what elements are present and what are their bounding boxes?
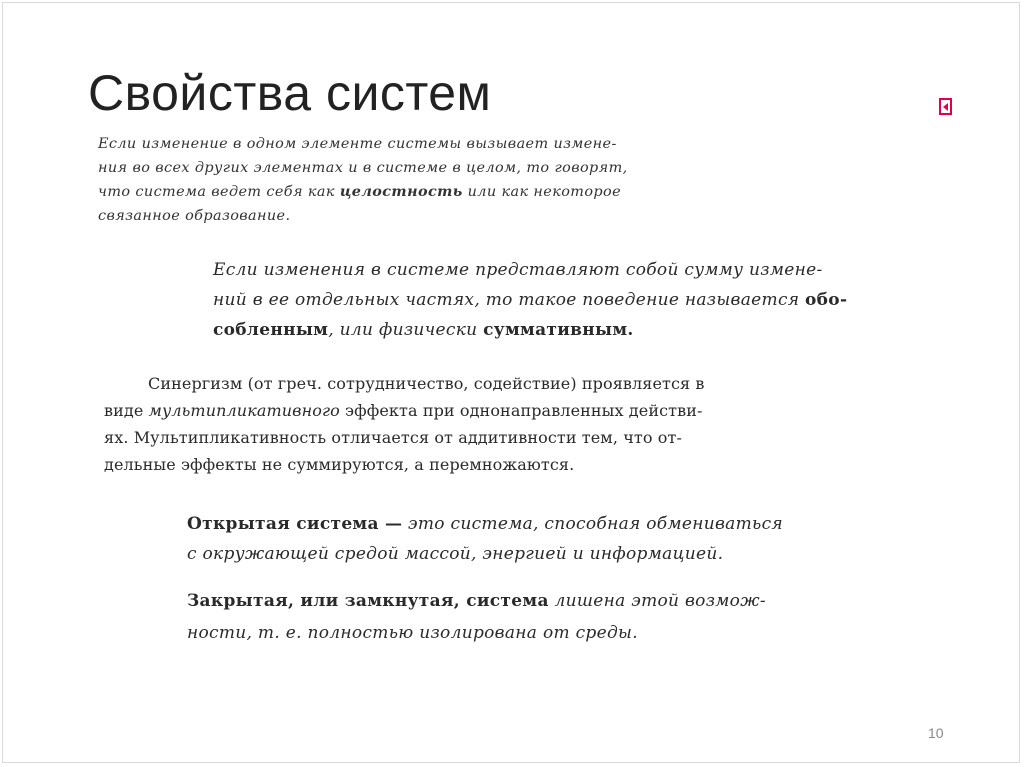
text-line [98,180,628,204]
text-segment: , или физически [328,320,484,340]
text-segment: виде [104,401,149,420]
text-segment: ний в ее отдельных частях, то такое поведение называется [213,290,806,310]
text-line: связанное образование. [98,208,291,224]
term-integrity: целостность [339,183,463,200]
text-line: ния во всех других элементах и в системе в целом, то говорят, [98,160,628,176]
text-line: Синергизм (от греч. сотрудничество, содействие) проявляется в [148,374,705,393]
text-line [213,315,847,345]
term-isolated-cont: собленным [213,320,329,340]
slide-back-icon[interactable] [939,98,952,115]
term-closed-system: Закрытая, или замкнутая, система [187,591,549,611]
text-line: ях. Мультипликативность отличается от аддитивности тем, что от- [104,428,682,447]
text-line: дельные эффекты не суммируются, а перемножаются. [104,455,575,474]
text-line: ности, т. е. полностью изолирована от среды. [187,623,638,643]
text-segment: эффекта при однонаправленных действи- [339,401,703,420]
slide-title: Свойства систем [88,65,492,121]
text-segment: или как некоторое [462,184,621,200]
term-open-system: Открытая система — [187,514,403,534]
text-line: Если изменения в системе представляют собой сумму измене- [213,260,823,280]
paragraph-isolated [213,255,847,345]
text-segment: лишена этой возмож- [548,591,766,611]
term-multiplicative: мультипликативного [148,401,340,420]
term-summative: суммативным. [483,320,634,340]
text-segment: что система ведет себя как [98,184,340,200]
paragraph-closed-system [187,585,766,649]
paragraph-open-system [187,509,783,569]
text-line: с окружающей средой массой, энергией и информацией. [187,544,724,564]
text-line [104,397,705,424]
text-line: Если изменение в одном элементе системы вызывает измене- [98,136,617,152]
text-segment: это система, способная обмениваться [402,514,783,534]
text-line [187,509,783,539]
text-line [187,585,766,617]
paragraph-synergy [104,370,705,478]
term-isolated: обо- [805,290,848,310]
text-line [213,285,847,315]
page-number: 10 [928,725,944,741]
paragraph-holistic [98,132,628,228]
